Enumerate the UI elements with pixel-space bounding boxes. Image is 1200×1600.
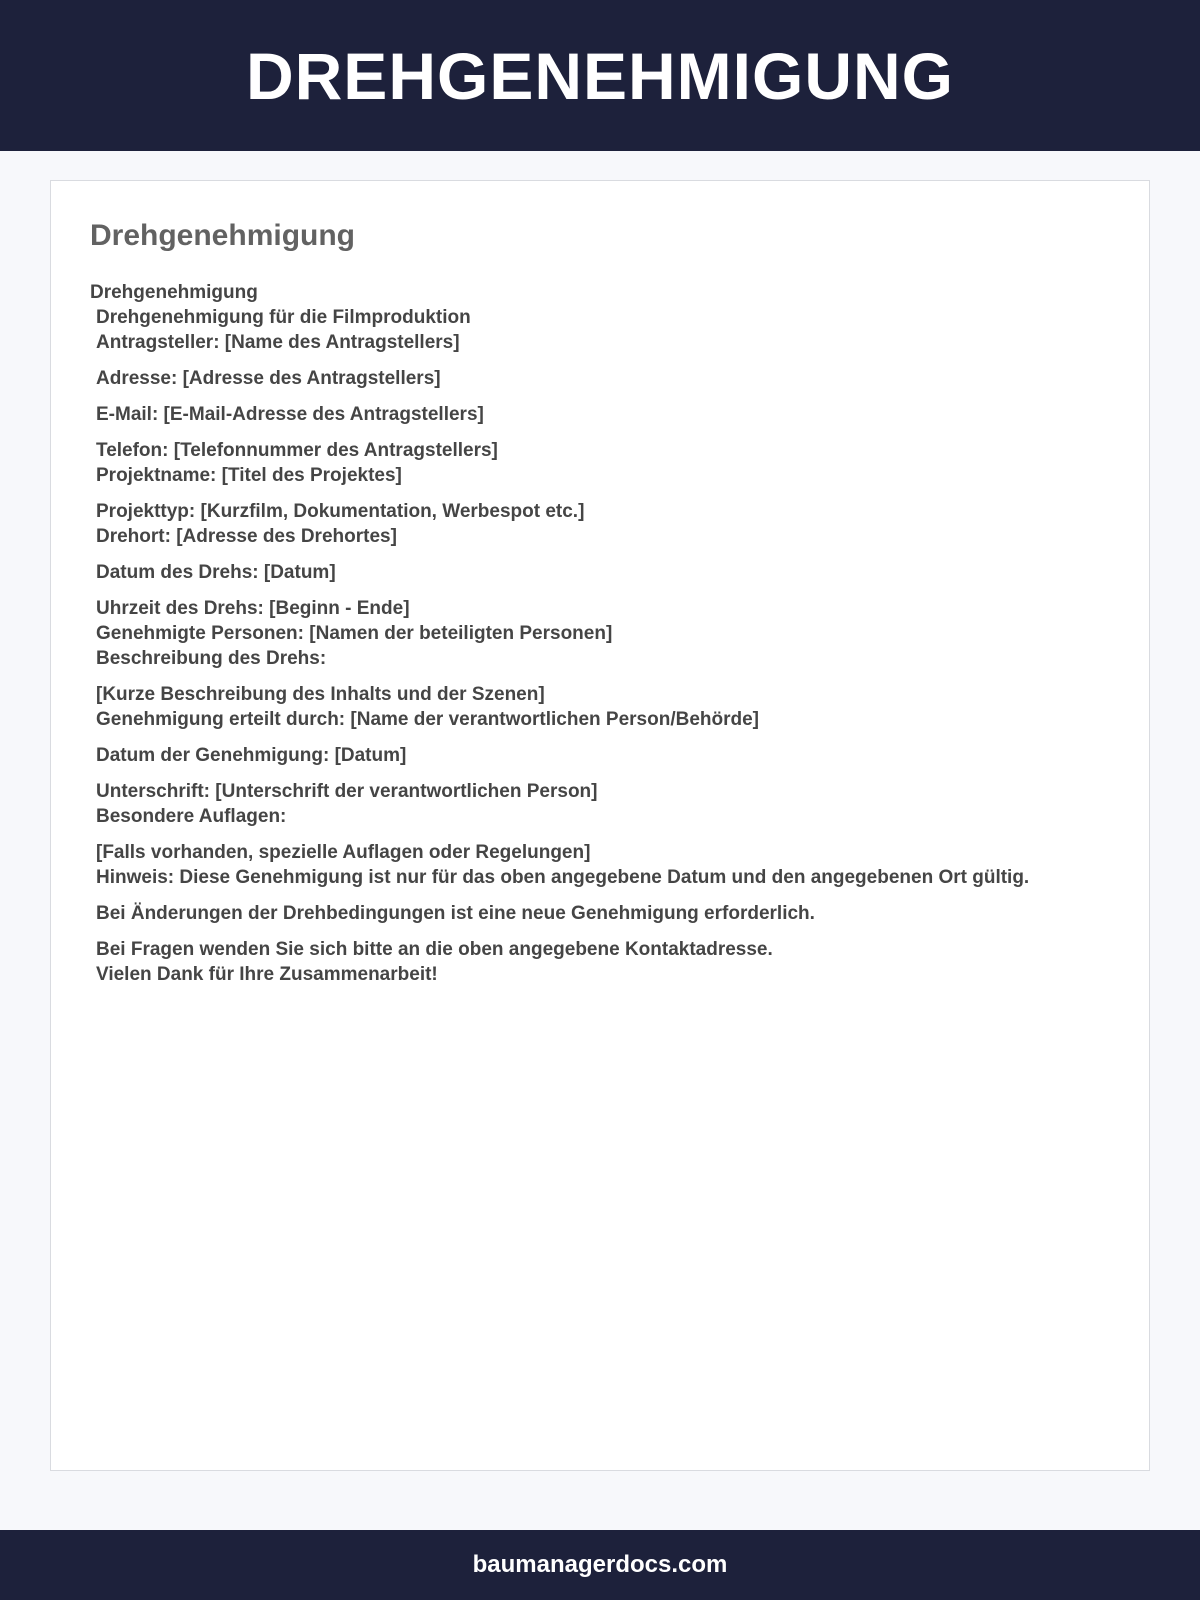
page-footer	[0, 1530, 1200, 1600]
document-line: Vielen Dank für Ihre Zusammenarbeit!	[96, 964, 438, 985]
document-line: [Falls vorhanden, spezielle Auflagen oder Regelungen]	[96, 842, 591, 863]
document-line: Genehmigung erteilt durch: [Name der verantwortlichen Person/Behörde]	[96, 709, 760, 730]
document-line: Unterschrift: [Unterschrift der verantwortlichen Person]	[96, 781, 598, 802]
footer-site-link[interactable]: baumanagerdocs.com	[472, 1551, 728, 1578]
document-card	[50, 180, 1150, 1471]
document-line: Beschreibung des Drehs:	[96, 648, 327, 669]
document-line: Hinweis: Diese Genehmigung ist nur für das oben angegebene Datum und den angegebenen Ort gültig.	[96, 867, 1030, 888]
document-heading: Drehgenehmigung	[90, 219, 356, 252]
document-line: Drehgenehmigung	[90, 282, 258, 303]
document-line: Antragsteller: [Name des Antragstellers]	[96, 332, 460, 353]
document-line: Datum der Genehmigung: [Datum]	[96, 745, 407, 766]
document-line: Drehgenehmigung für die Filmproduktion	[96, 307, 471, 328]
document-line: E-Mail: [E-Mail-Adresse des Antragstellers]	[96, 404, 484, 425]
document-line: Bei Fragen wenden Sie sich bitte an die oben angegebene Kontaktadresse.	[96, 939, 773, 960]
document-line: Adresse: [Adresse des Antragstellers]	[96, 368, 441, 389]
document-line: Bei Änderungen der Drehbedingungen ist eine neue Genehmigung erforderlich.	[96, 903, 815, 924]
document-line: Drehort: [Adresse des Drehortes]	[96, 526, 397, 547]
document-line: Datum des Drehs: [Datum]	[96, 562, 336, 583]
document-line: Projekttyp: [Kurzfilm, Dokumentation, Werbespot etc.]	[96, 501, 585, 522]
document-line: Genehmigte Personen: [Namen der beteiligten Personen]	[96, 623, 613, 644]
document-line: Telefon: [Telefonnummer des Antragstellers]	[96, 440, 498, 461]
document-line: Projektname: [Titel des Projektes]	[96, 465, 402, 486]
document-line: Uhrzeit des Drehs: [Beginn - Ende]	[96, 598, 410, 619]
page-title: DREHGENEHMIGUNG	[245, 38, 955, 113]
page-header	[0, 0, 1200, 151]
document-line: [Kurze Beschreibung des Inhalts und der Szenen]	[96, 684, 545, 705]
document-body	[90, 280, 1130, 987]
document-line: Besondere Auflagen:	[96, 806, 287, 827]
